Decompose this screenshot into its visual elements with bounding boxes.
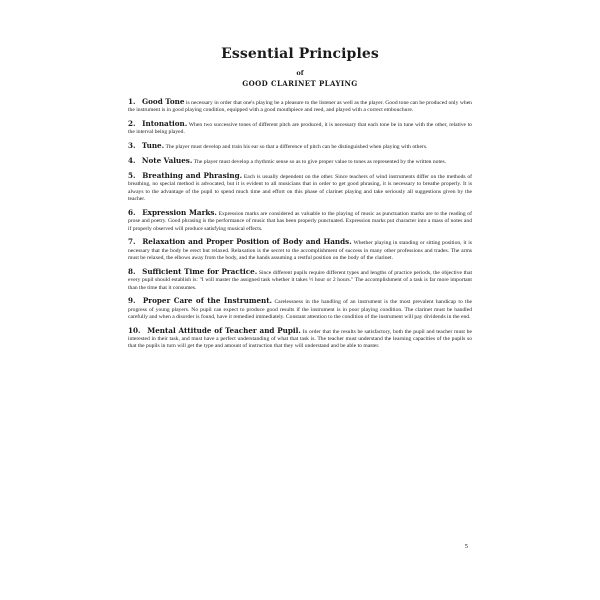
page-number: 5 <box>464 543 468 550</box>
page-subtitle: GOOD CLARINET PLAYING <box>242 79 358 88</box>
principle-number: 5. <box>128 171 136 181</box>
title-connector: of <box>296 69 304 77</box>
principle-number: 1. <box>128 97 136 106</box>
principle-number: 9. <box>128 296 136 306</box>
principle-text: The player must develop and train his ear so that a difference of pitch can be distinguished when playing with others. <box>165 144 428 151</box>
principle-8 <box>128 268 472 292</box>
principle-heading: Sufficient Time for Practice. <box>142 266 258 276</box>
principle-heading: Expression Marks. <box>142 207 217 217</box>
principle-4 <box>128 157 472 166</box>
principle-number: 3. <box>128 141 136 151</box>
principle-heading: Relaxation and Proper Position of Body and Hands. <box>142 237 352 247</box>
principle-heading: Intonation. <box>142 119 188 129</box>
principle-heading: Mental Attitude of Teacher and Pupil. <box>147 325 301 335</box>
principle-heading: Tune. <box>141 141 165 151</box>
principle-number: 8. <box>128 266 136 276</box>
principle-text: Carelessness in the handling of an instrument is the most prevalent handicap to the progress of young players. No pupil can expect to produce good results if the instrument is in poor playing condition. The clarinet must be handled carefully and when a disorder is found, have it remedied immediately. Constant attention to the condition of the instrument will pay dividends in the end. <box>128 299 472 320</box>
document-page <box>128 40 472 560</box>
principle-5 <box>128 172 472 203</box>
principle-number: 2. <box>128 119 136 129</box>
principle-number: 6. <box>128 207 136 217</box>
page-title: Essential Principles <box>221 46 379 62</box>
principle-number: 7. <box>128 237 136 247</box>
principle-text: Since different pupils require different types and lengths of practice periods, the objective that every pupil should establish is: "I will master the assigned task whether it takes ½ hour or 2 hours." The accomplishment of a task is far more important than the time that it consumes. <box>128 269 473 291</box>
principle-6 <box>128 209 472 233</box>
principle-heading: Note Values. <box>141 156 193 166</box>
principle-heading: Good Tone <box>141 97 185 106</box>
principle-text: The player must develop a rhythmic sense so as to give proper value to tones as represented by the written notes. <box>193 159 447 166</box>
principle-2 <box>128 120 472 137</box>
principle-9 <box>128 297 472 321</box>
principle-text: is necessary in order that one's playing be a pleasure to the listener as well as the player. Good tone can be produced only when the instrument is in good playing condition, equipped with a good mouthpiece and reed, and played with a correct embouchure. <box>128 100 472 114</box>
principle-heading: Breathing and Phrasing. <box>142 171 243 181</box>
principle-text: Expression marks are considered as valuable to the playing of music as punctuation marks are to the reading of prose and poetry. Good phrasing is the performance of music that has been properly punctuated. Expression marks put character into a mass of notes and if properly observed will produce satisfying musical effects. <box>128 210 472 232</box>
principle-1 <box>128 98 472 115</box>
principle-text: Each is usually dependent on the other. Since teachers of wind instruments differ on the methods of breathing, no special method is advocated, but it is evident to all musicians that in order to get good phrasing, it is necessary to breathe properly. It is always to the advantage of the pupil to spend much time and effort on this phase of clarinet playing and take seriously all suggestions given by the teacher. <box>128 174 472 203</box>
principle-7 <box>128 238 472 262</box>
principle-number: 4. <box>128 156 136 166</box>
principle-heading: Proper Care of the Instrument. <box>142 296 273 306</box>
principle-number: 10. <box>128 325 141 335</box>
principle-10 <box>128 327 472 351</box>
principle-text: Whether playing in standing or sitting position, it is necessary that the body be erect but relaxed. Relaxation is the secret to the accomplishment of success in many other professions and trades. The arms must be relaxed, the elbows away from the body, and the hands assuming a restful position on the body of the clarinet. <box>128 240 472 262</box>
principle-text: In order that the results be satisfactory, both the pupil and teacher must be interested in their task, and must have a perfect understanding of what that task is. The teacher must understand the learning capacities of the pupils so that the pupils in turn will get the type and amount of instruction that they will understand and be able to master. <box>128 328 472 350</box>
principle-3 <box>128 142 472 151</box>
principle-text: When two successive tones of different pitch are produced, it is necessary that each tone be in tune with the other, relative to the interval being played. <box>128 122 472 136</box>
